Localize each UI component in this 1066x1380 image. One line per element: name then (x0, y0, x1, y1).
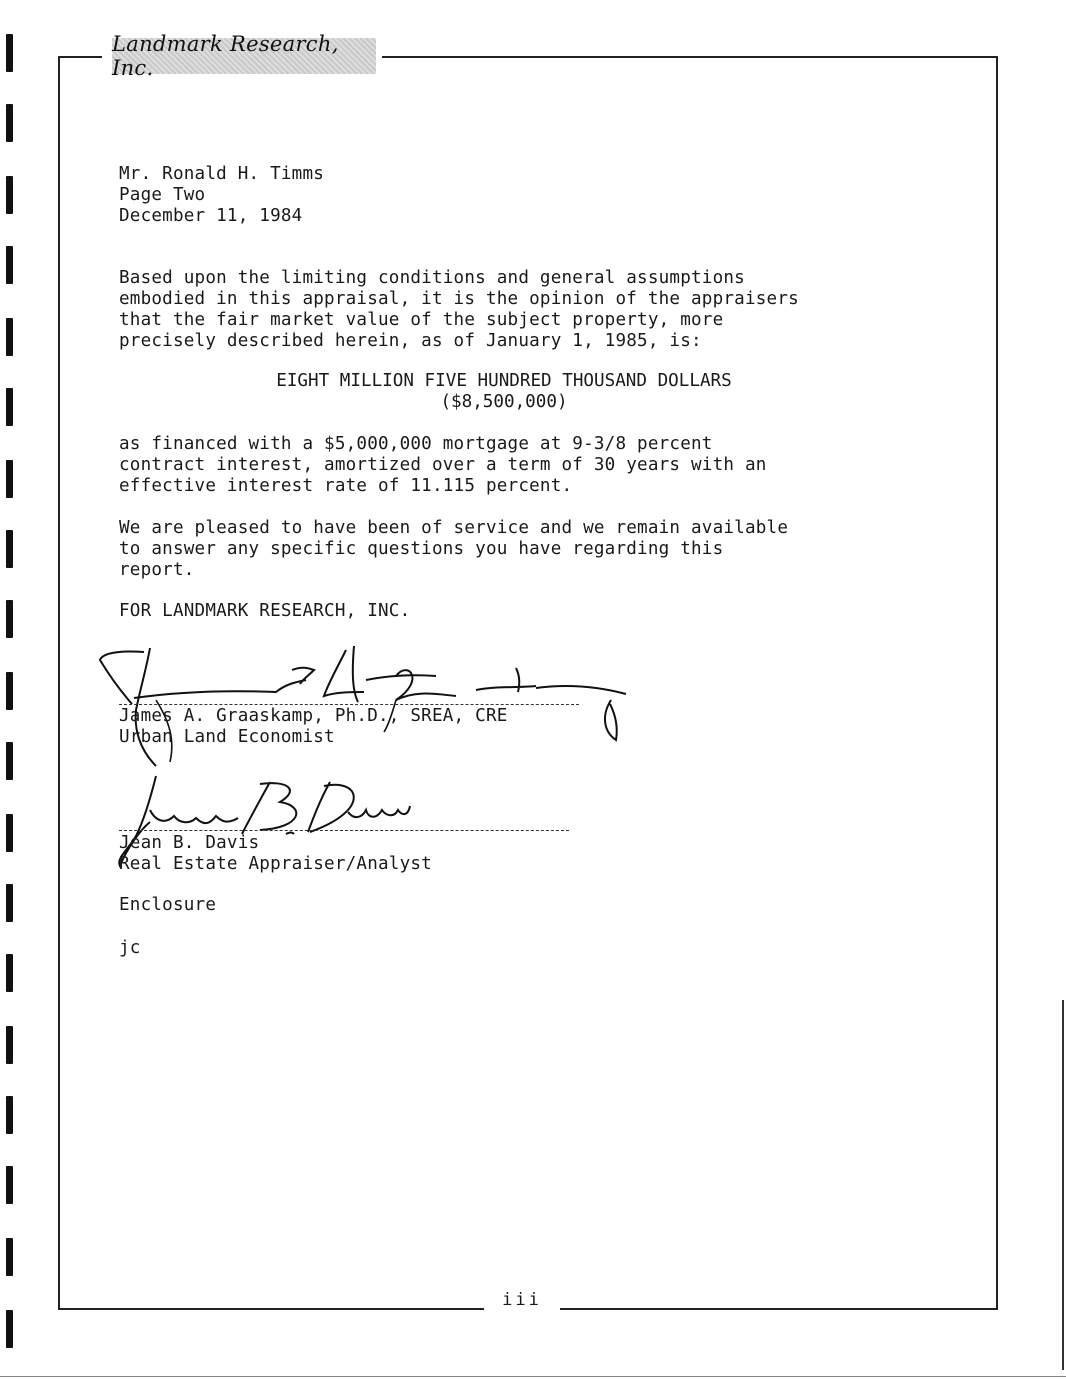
closing-line: FOR LANDMARK RESEARCH, INC. (119, 601, 411, 621)
binding-mark (6, 1166, 13, 1204)
body-line: precisely described herein, as of January 1, 1985, is: (119, 331, 702, 351)
binding-mark (6, 954, 13, 992)
binding-mark (6, 884, 13, 922)
binding-mark (6, 530, 13, 568)
binding-mark (6, 1096, 13, 1134)
body-line: as financed with a $5,000,000 mortgage at 9-3/8 percent (119, 434, 713, 454)
binding-mark (6, 672, 13, 710)
page-edge (1062, 1000, 1064, 1370)
body-line: effective interest rate of 11.115 percent. (119, 476, 573, 496)
recipient-name: Mr. Ronald H. Timms (119, 164, 325, 184)
signature-graaskamp (96, 640, 636, 770)
body-line: to answer any specific questions you have regarding this (119, 539, 724, 559)
signature-line (119, 704, 579, 705)
binding-mark (6, 246, 13, 284)
signatory-name: Jean B. Davis (119, 833, 260, 853)
body-line: embodied in this appraisal, it is the opinion of the appraisers (119, 289, 799, 309)
binding-mark (6, 600, 13, 638)
binding-mark (6, 34, 13, 72)
binding-mark (6, 388, 13, 426)
body-line: report. (119, 560, 195, 580)
binding-mark (6, 104, 13, 142)
signatory-name: James A. Graaskamp, Ph.D., SREA, CRE (119, 706, 508, 726)
signatory-title: Urban Land Economist (119, 727, 335, 747)
binding-mark (6, 1026, 13, 1064)
page-number: iii (502, 1290, 542, 1310)
binding-marks (0, 0, 20, 1380)
body-line: that the fair market value of the subject property, more (119, 310, 724, 330)
page-label: Page Two (119, 185, 206, 205)
body-line: Based upon the limiting conditions and general assumptions (119, 268, 745, 288)
body-line: contract interest, amortized over a term of 30 years with an (119, 455, 767, 475)
letter-date: December 11, 1984 (119, 206, 303, 226)
binding-mark (6, 460, 13, 498)
binding-mark (6, 1238, 13, 1276)
value-in-figures: ($8,500,000) (440, 392, 568, 412)
binding-mark (6, 1310, 13, 1348)
binding-mark (6, 318, 13, 356)
page-edge (0, 1376, 1066, 1377)
typist-initials: jc (119, 938, 141, 958)
letterhead-logo: Landmark Research, Inc. (112, 38, 376, 74)
binding-mark (6, 814, 13, 852)
binding-mark (6, 176, 13, 214)
value-in-words: EIGHT MILLION FIVE HUNDRED THOUSAND DOLLARS (276, 371, 732, 391)
body-line: We are pleased to have been of service and we remain available (119, 518, 789, 538)
enclosure-note: Enclosure (119, 895, 217, 915)
signatory-title: Real Estate Appraiser/Analyst (119, 854, 432, 874)
binding-mark (6, 742, 13, 780)
signature-line (119, 830, 569, 831)
